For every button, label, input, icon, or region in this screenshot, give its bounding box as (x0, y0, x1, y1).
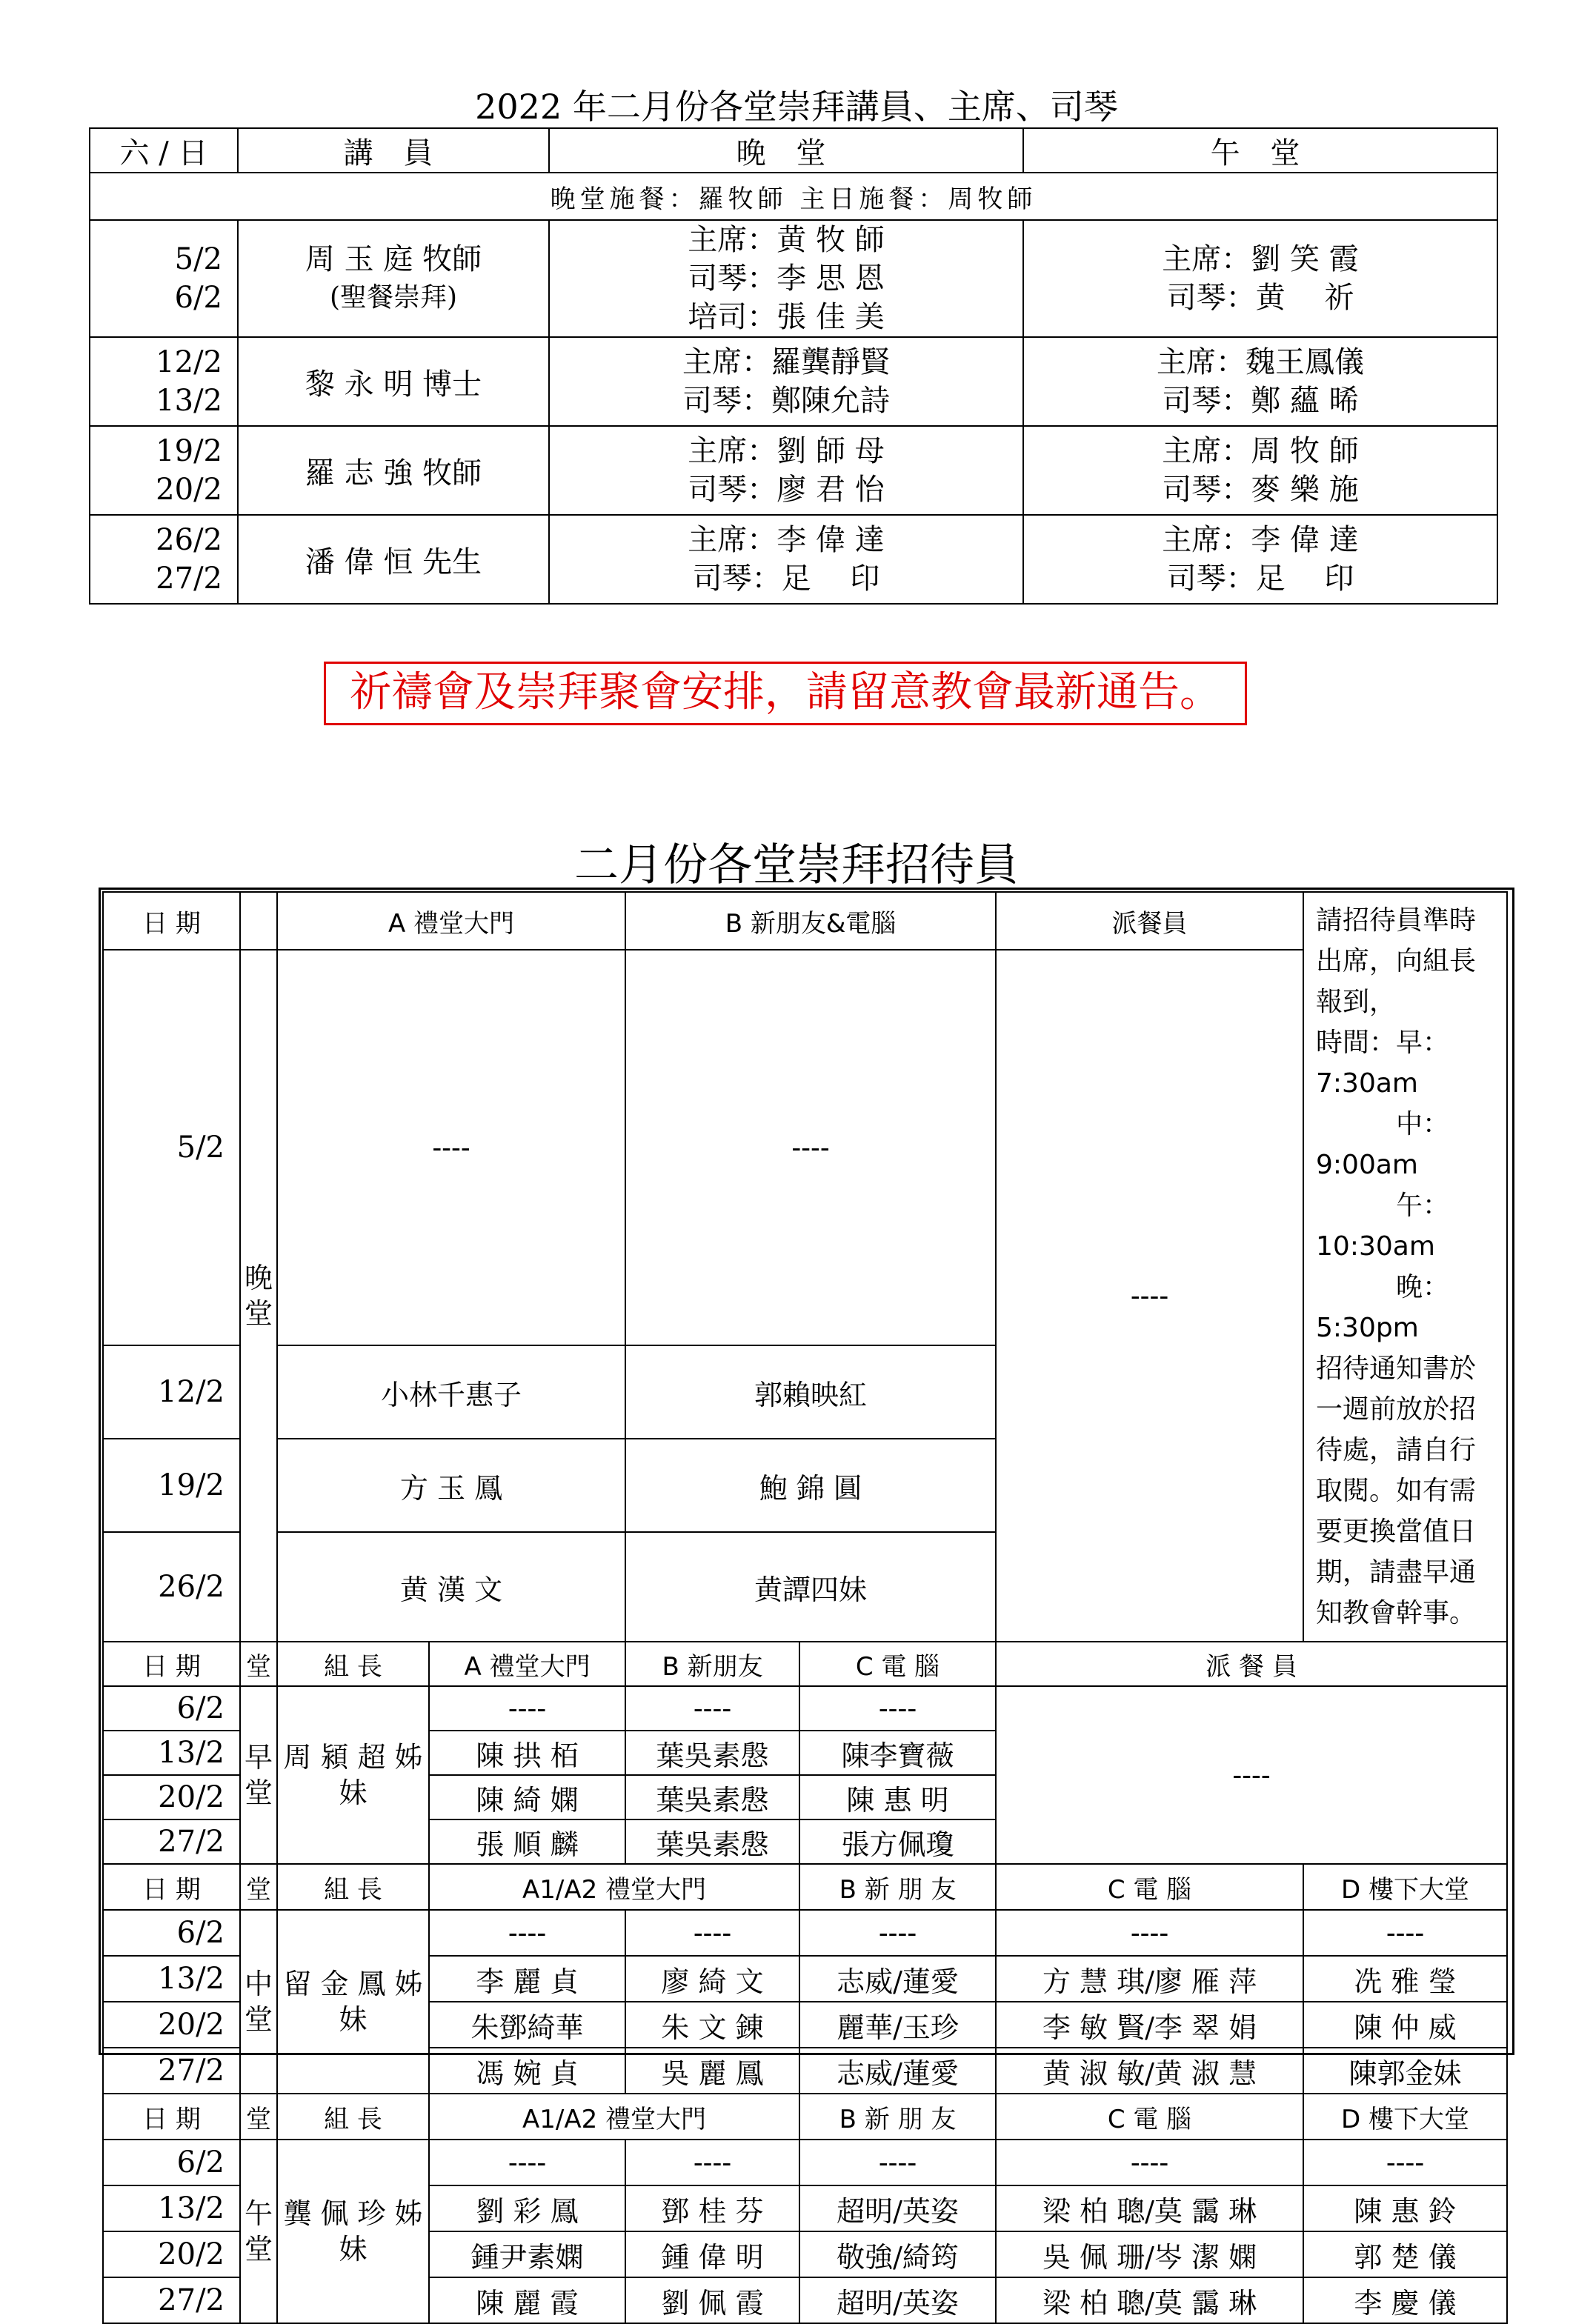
noon-usher-b: ---- (799, 2140, 996, 2185)
ev-date: 5/2 (103, 950, 240, 1345)
early-usher-a: 陳 拱 栢 (429, 1731, 625, 1775)
date: 12/2 (156, 345, 222, 379)
noon-header-hall: 堂 (240, 2094, 277, 2140)
header-noon: 午 堂 (1023, 128, 1497, 173)
noon-usher-b: 敬強/綺筠 (799, 2231, 996, 2277)
early-hall-label: 早堂 (240, 1686, 277, 1864)
date: 6/2 (174, 281, 222, 315)
noon-usher-a: 鍾尹素嫻 (429, 2231, 625, 2277)
noon-header-date: 日 期 (103, 2094, 240, 2140)
noon-date: 27/2 (103, 2277, 240, 2323)
early-usher-c: 張方佩瓊 (799, 1819, 996, 1864)
speaker-name: 羅 志 強 牧師 (238, 426, 549, 515)
mid-header-date: 日 期 (103, 1864, 240, 1910)
mid-usher-b: 志威/蓮愛 (799, 1956, 996, 2002)
mid-usher-d: 陳郭金妹 (1303, 2048, 1507, 2094)
early-usher-b: 葉吳素慇 (625, 1775, 799, 1819)
noon-pianist: 司琴：麥 樂 施 (1162, 473, 1359, 507)
page-title: 2022 年二月份各堂崇拜講員、主席、司琴 (475, 87, 1118, 127)
ev-usher-a: 黄 漢 文 (277, 1532, 625, 1642)
evening-hall-label: 晚堂 (240, 950, 277, 1642)
noon-usher-a: ---- (429, 2140, 625, 2185)
notice-banner: 祈禱會及崇拜聚會安排，請留意教會最新通告。 (324, 662, 1247, 725)
noon-date: 20/2 (103, 2231, 240, 2277)
noon-usher-c: ---- (996, 2140, 1303, 2185)
noon-chair: 主席：劉 笑 霞 (1162, 242, 1359, 276)
noon-usher-b: 超明/英姿 (799, 2185, 996, 2231)
section-title: 二月份各堂崇拜招待員 (574, 839, 1019, 891)
early-usher-a: ---- (429, 1686, 625, 1731)
evening-chair: 主席：羅龔靜賢 (682, 345, 890, 379)
early-usher-a: 張 順 麟 (429, 1819, 625, 1864)
early-date: 13/2 (103, 1731, 240, 1775)
mid-usher-a: 朱鄧綺華 (429, 2002, 625, 2048)
ev-meal-server: ---- (996, 950, 1303, 1642)
mid-usher-c: 黄 淑 敏/黄 淑 慧 (996, 2048, 1303, 2094)
evening-pianist: 司琴：足 印 (692, 562, 880, 596)
mid-usher-d: 冼 雅 瑩 (1303, 1956, 1507, 2002)
early-header-leader: 組 長 (277, 1642, 429, 1686)
mid-date: 6/2 (103, 1910, 240, 1956)
meal-note: 晚堂施餐：羅牧師 主日施餐：周牧師 (90, 173, 1497, 220)
noon-header-a: A1/A2 禮堂大門 (429, 2094, 799, 2140)
noon-chair: 主席：魏王鳳儀 (1157, 345, 1364, 379)
mid-header-c: C 電 腦 (996, 1864, 1303, 1910)
early-date: 20/2 (103, 1775, 240, 1819)
mid-usher-a: ---- (429, 1910, 625, 1956)
mid-usher-d: ---- (1303, 1910, 1507, 1956)
noon-header-leader: 組 長 (277, 2094, 429, 2140)
mid-header-d: D 樓下大堂 (1303, 1864, 1507, 1910)
ev-usher-b: 黄譚四妹 (625, 1532, 996, 1642)
evening-pianist: 司琴：李 思 恩 (688, 262, 885, 296)
noon-usher-c: 梁 柏 聰/莫 靄 琳 (996, 2277, 1303, 2323)
mid-header-a: A1/A2 禮堂大門 (429, 1864, 799, 1910)
early-header-hall: 堂 (240, 1642, 277, 1686)
mid-date: 27/2 (103, 2048, 240, 2094)
early-usher-b: 葉吳素慇 (625, 1819, 799, 1864)
mid-usher-c: 方 慧 琪/廖 雁 萍 (996, 1956, 1303, 2002)
header-speaker: 講 員 (238, 128, 549, 173)
mid-header-hall: 堂 (240, 1864, 277, 1910)
noon-usher-c: 吳 佩 珊/岑 潔 嫻 (996, 2231, 1303, 2277)
ev-date: 12/2 (103, 1345, 240, 1439)
speaker-note: (聖餐崇拜) (329, 282, 458, 313)
noon-usher-a2: 鄧 桂 芬 (625, 2185, 799, 2231)
speaker-name: 潘 偉 恒 先生 (238, 515, 549, 604)
mid-usher-a2: ---- (625, 1910, 799, 1956)
date: 5/2 (174, 242, 222, 276)
date: 13/2 (156, 384, 222, 418)
noon-usher-d: 郭 楚 儀 (1303, 2231, 1507, 2277)
mid-header-b: B 新 朋 友 (799, 1864, 996, 1910)
noon-header-c: C 電 腦 (996, 2094, 1303, 2140)
date: 20/2 (156, 473, 222, 507)
noon-date: 13/2 (103, 2185, 240, 2231)
mid-date: 20/2 (103, 2002, 240, 2048)
noon-usher-a: 劉 彩 鳳 (429, 2185, 625, 2231)
early-usher-b: ---- (625, 1686, 799, 1731)
early-date: 27/2 (103, 1819, 240, 1864)
noon-usher-c: 梁 柏 聰/莫 靄 琳 (996, 2185, 1303, 2231)
evening-assistant: 培司：張 佳 美 (688, 300, 885, 334)
evening-chair: 主席：李 偉 達 (688, 523, 885, 557)
mid-usher-c: ---- (996, 1910, 1303, 1956)
noon-leader: 龔 佩 珍 姊妹 (277, 2140, 429, 2323)
early-leader: 周 潁 超 姊妹 (277, 1686, 429, 1864)
mid-usher-a2: 廖 綺 文 (625, 1956, 799, 2002)
ev-usher-a: ---- (277, 950, 625, 1345)
noon-usher-d: ---- (1303, 2140, 1507, 2185)
early-header-date: 日 期 (103, 1642, 240, 1686)
noon-pianist: 司琴：黄 祈 (1166, 281, 1354, 315)
noon-usher-d: 陳 惠 鈴 (1303, 2185, 1507, 2231)
speaker-name: 黎 永 明 博士 (238, 337, 549, 426)
early-header-b: B 新朋友 (625, 1642, 799, 1686)
mid-date: 13/2 (103, 1956, 240, 2002)
header-date: 六 / 日 (90, 128, 238, 173)
ev-date: 26/2 (103, 1532, 240, 1642)
header-evening: 晚 堂 (549, 128, 1023, 173)
noon-usher-d: 李 慶 儀 (1303, 2277, 1507, 2323)
date: 19/2 (156, 434, 222, 468)
ev-usher-b: 鮑 錦 圓 (625, 1439, 996, 1532)
noon-chair: 主席：周 牧 師 (1162, 434, 1359, 468)
speaker-schedule-table (89, 127, 1498, 605)
noon-chair: 主席：李 偉 達 (1162, 523, 1359, 557)
date: 26/2 (156, 523, 222, 557)
mid-usher-b: 麗華/玉珍 (799, 2002, 996, 2048)
mid-usher-a: 李 麗 貞 (429, 1956, 625, 2002)
early-header-a: A 禮堂大門 (429, 1642, 625, 1686)
mid-usher-b: 志威/蓮愛 (799, 2048, 996, 2094)
evening-pianist: 司琴：鄭陳允詩 (682, 384, 890, 418)
mid-header-leader: 組 長 (277, 1864, 429, 1910)
noon-header-b: B 新 朋 友 (799, 2094, 996, 2140)
usher-instructions: 請招待員準時出席，向組長報到， 時間：早： 7:30am 中： 9:00am 午：10:30am 晚： 5:30pm 招待通知書於一週前放於招待處，請自行取閱。如有需要更換當值日期，請盡早通知教會幹事。 (1303, 892, 1507, 1642)
ev-header-b: B 新朋友&電腦 (625, 892, 996, 950)
mid-usher-a: 馮 婉 貞 (429, 2048, 625, 2094)
noon-hall-label: 午堂 (240, 2140, 277, 2323)
early-header-c: C 電 腦 (799, 1642, 996, 1686)
noon-date: 6/2 (103, 2140, 240, 2185)
noon-usher-a2: ---- (625, 2140, 799, 2185)
ev-usher-b: ---- (625, 950, 996, 1345)
noon-header-d: D 樓下大堂 (1303, 2094, 1507, 2140)
ev-usher-b: 郭賴映紅 (625, 1345, 996, 1439)
mid-usher-a2: 吳 麗 鳳 (625, 2048, 799, 2094)
ev-header-meal: 派餐員 (996, 892, 1303, 950)
mid-usher-b: ---- (799, 1910, 996, 1956)
early-header-meal: 派 餐 員 (996, 1642, 1507, 1686)
date: 27/2 (156, 562, 222, 596)
early-usher-c: 陳李寶薇 (799, 1731, 996, 1775)
mid-leader: 留 金 鳳 姊妹 (277, 1910, 429, 2094)
evening-chair: 主席：劉 師 母 (688, 434, 885, 468)
noon-usher-a2: 劉 佩 霞 (625, 2277, 799, 2323)
usher-schedule-table (102, 891, 1508, 2324)
mid-hall-label: 中堂 (240, 1910, 277, 2094)
noon-usher-a2: 鍾 偉 明 (625, 2231, 799, 2277)
early-usher-c: ---- (799, 1686, 996, 1731)
noon-usher-b: 超明/英姿 (799, 2277, 996, 2323)
early-meal-server: ---- (996, 1686, 1507, 1864)
mid-usher-a2: 朱 文 錬 (625, 2002, 799, 2048)
ev-date: 19/2 (103, 1439, 240, 1532)
noon-pianist: 司琴：鄭 蘊 晞 (1162, 384, 1359, 418)
ev-usher-a: 小林千惠子 (277, 1345, 625, 1439)
early-usher-a: 陳 綺 嫻 (429, 1775, 625, 1819)
speaker-name: 周 玉 庭 牧師 (305, 242, 482, 276)
ev-usher-a: 方 玉 鳳 (277, 1439, 625, 1532)
mid-usher-d: 陳 仲 威 (1303, 2002, 1507, 2048)
noon-pianist: 司琴：足 印 (1166, 562, 1354, 596)
early-usher-b: 葉吳素慇 (625, 1731, 799, 1775)
mid-usher-c: 李 敏 賢/李 翠 娟 (996, 2002, 1303, 2048)
ev-header-a: A 禮堂大門 (277, 892, 625, 950)
evening-chair: 主席：黄 牧 師 (688, 223, 885, 257)
early-date: 6/2 (103, 1686, 240, 1731)
noon-usher-a: 陳 麗 霞 (429, 2277, 625, 2323)
ev-header-date: 日 期 (103, 892, 240, 950)
evening-pianist: 司琴：廖 君 怡 (688, 473, 885, 507)
early-usher-c: 陳 惠 明 (799, 1775, 996, 1819)
